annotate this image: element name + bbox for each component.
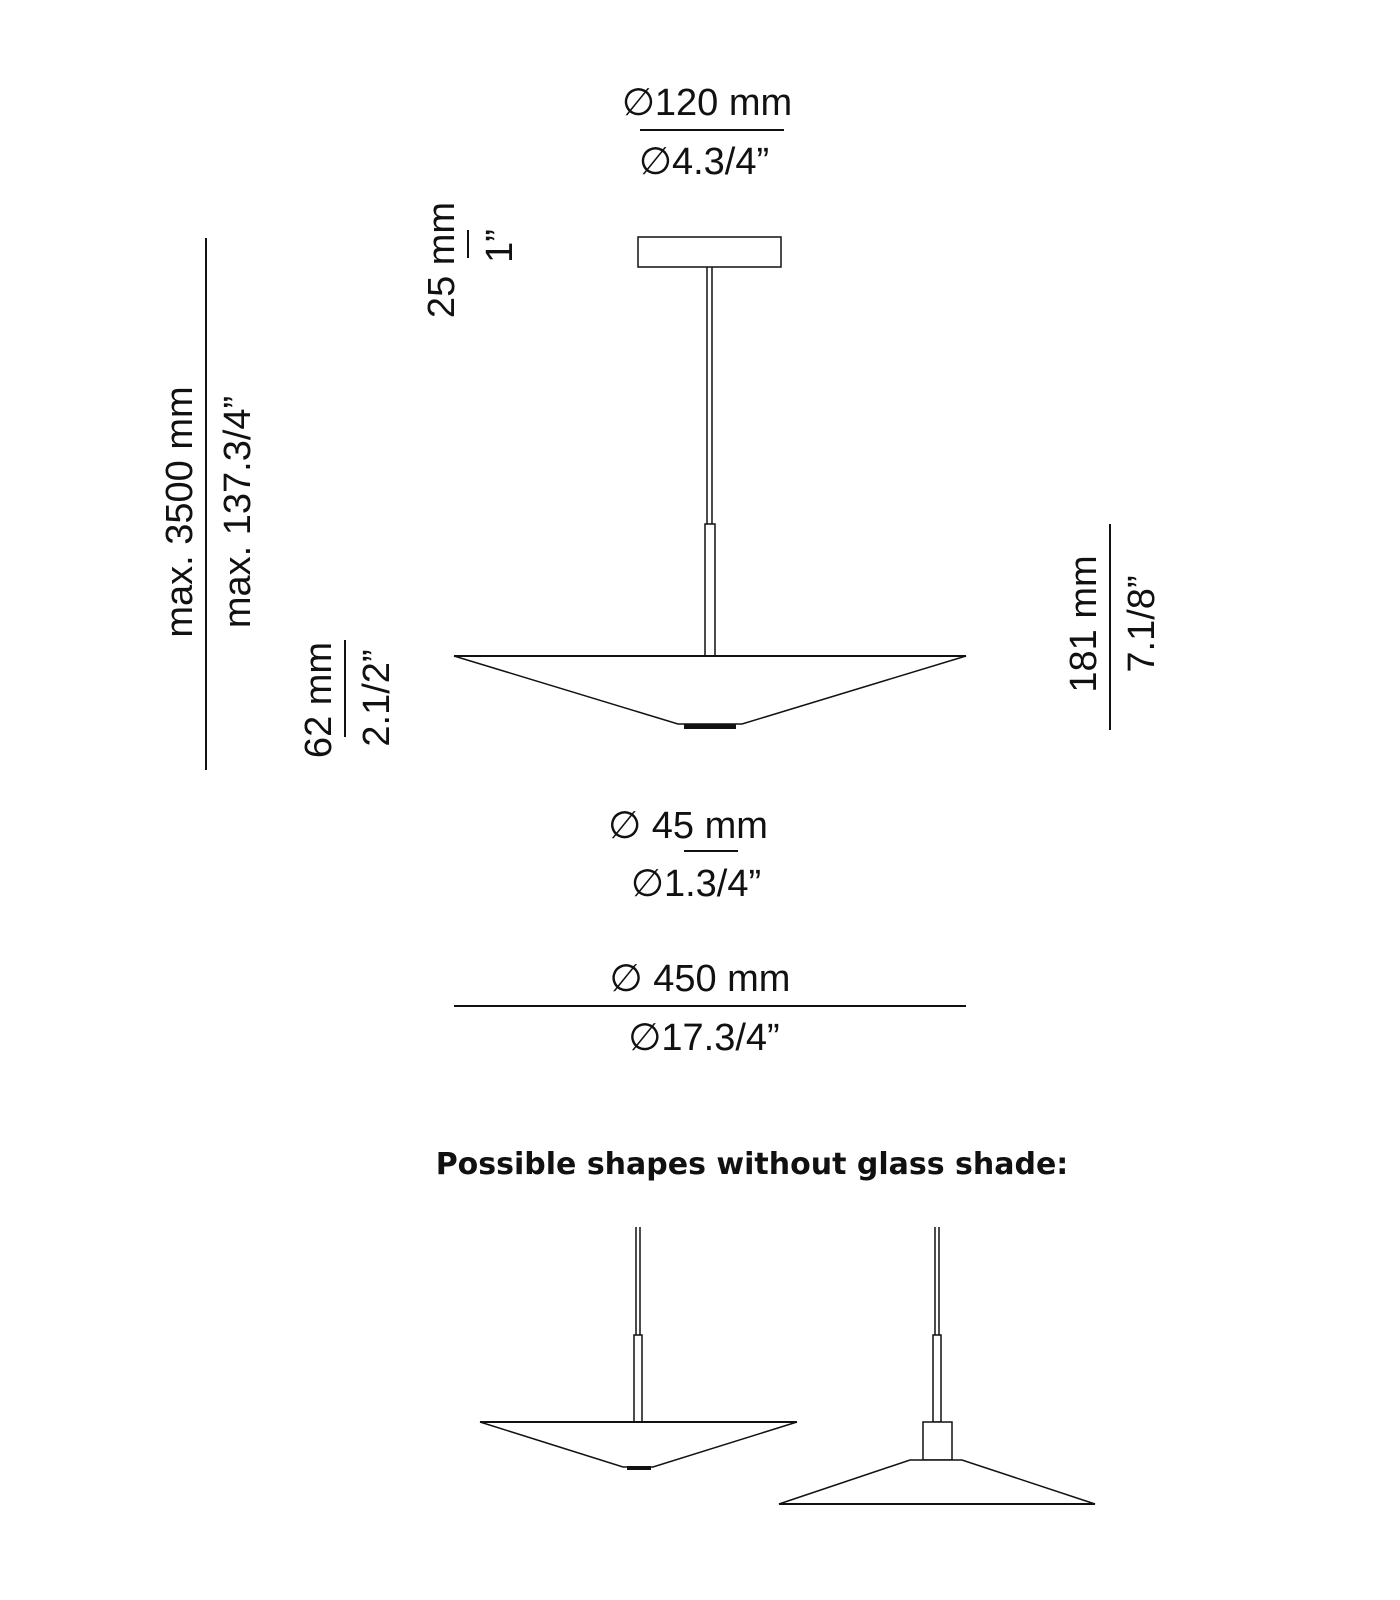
total-height-dimension [1063,524,1163,730]
shade-depth-inch: 2.1/2” [356,649,398,747]
canopy [638,237,781,267]
shade-diameter-inch: ∅17.3/4” [628,1017,780,1059]
total-height-inch: 7.1/8” [1121,575,1163,673]
canopy-height-mm: 25 mm [421,201,463,319]
alt-shape-flat [779,1227,1095,1504]
canopy-diameter-dimension [622,82,792,183]
shade-diameter-mm: ∅ 450 mm [609,958,791,1000]
max-length-inch: max. 137.3/4” [217,395,259,629]
alt-socket [923,1422,952,1460]
total-height-mm: 181 mm [1063,555,1105,693]
shade-depth-dimension [298,640,398,758]
shade-cone [454,656,966,724]
alt-shade-cone [480,1422,797,1467]
alt-shape-cone [480,1227,797,1470]
shade-diameter-dimension [454,958,966,1059]
bottom-diameter-dimension [608,805,768,905]
canopy-height-inch: 1” [479,229,521,263]
canopy-height-dimension [421,202,521,318]
max-length-mm: max. 3500 mm [159,386,201,638]
bottom-diameter-inch: ∅1.3/4” [630,863,762,905]
main-lamp-drawing [454,237,966,729]
canopy-diameter-mm: ∅120 mm [621,82,793,124]
shapes-caption: Possible shapes without glass shade: [435,1147,1069,1182]
bottom-diameter-mm: ∅ 45 mm [608,805,768,847]
canopy-diameter-inch: ∅4.3/4” [638,141,770,183]
max-length-dimension [159,238,259,770]
bottom-cap [684,724,736,729]
stem-tube [705,524,715,657]
shade-depth-mm: 62 mm [298,641,340,759]
alt-shade-flat [779,1460,1095,1504]
